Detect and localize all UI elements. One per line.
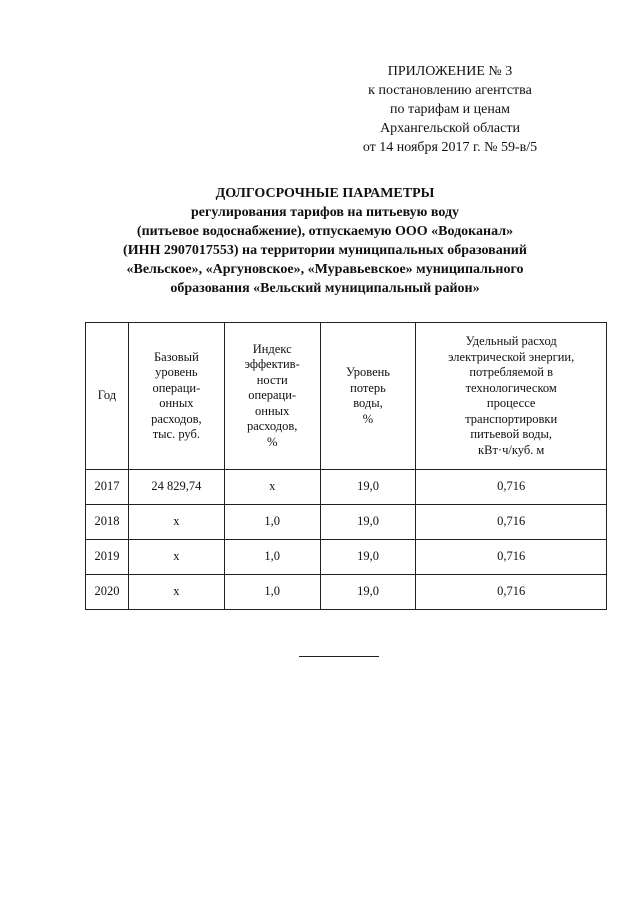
parameters-table [85,322,607,610]
appendix-line: к постановлению агентства [368,83,532,98]
cell-energy-consumption: 0,716 [416,540,607,575]
cell-year: 2020 [86,575,129,610]
cell-water-loss: 19,0 [320,540,416,575]
cell-year: 2017 [86,470,129,505]
header-base-opex: Базовый уровень операци- онных расходов, тыс. руб. [128,323,224,470]
title-line: «Вельское», «Аргуновское», «Муравьевское» муниципального [126,262,524,277]
title-line: образования «Вельский муниципальный район» [170,281,480,296]
appendix-line: по тарифам и ценам [390,102,510,117]
cell-efficiency-index: 1,0 [224,540,320,575]
cell-efficiency-index: 1,0 [224,575,320,610]
table-row [86,575,607,610]
appendix-line: от 14 ноября 2017 г. № 59-в/5 [362,140,538,155]
appendix-block [330,62,570,157]
end-separator-line [299,656,379,657]
table-row [86,540,607,575]
cell-year: 2018 [86,505,129,540]
cell-energy-consumption: 0,716 [416,505,607,540]
cell-base-opex: х [128,540,224,575]
appendix-line: Архангельской области [380,121,520,136]
document-title [70,184,580,298]
cell-efficiency-index: 1,0 [224,505,320,540]
cell-energy-consumption: 0,716 [416,470,607,505]
table-row [86,470,607,505]
cell-efficiency-index: х [224,470,320,505]
cell-water-loss: 19,0 [320,470,416,505]
cell-base-opex: х [128,575,224,610]
title-line: (ИНН 2907017553) на территории муниципальных образований [123,243,527,258]
cell-water-loss: 19,0 [320,505,416,540]
header-year: Год [86,323,129,470]
cell-base-opex: 24 829,74 [128,470,224,505]
cell-year: 2019 [86,540,129,575]
title-line: (питьевое водоснабжение), отпускаемую ООО «Водоканал» [136,224,514,239]
title-line: регулирования тарифов на питьевую воду [190,205,460,220]
title-line: ДОЛГОСРОЧНЫЕ ПАРАМЕТРЫ [215,186,435,201]
header-energy-consumption: Удельный расход электрической энергии, потребляемой в технологическом процессе транспортировки питьевой воды, кВт·ч/куб. м [416,323,607,470]
cell-water-loss: 19,0 [320,575,416,610]
table-header-row [86,323,607,470]
appendix-title: ПРИЛОЖЕНИЕ № 3 [387,64,513,79]
cell-base-opex: х [128,505,224,540]
header-efficiency-index: Индекс эффектив- ности операци- онных расходов, % [224,323,320,470]
cell-energy-consumption: 0,716 [416,575,607,610]
header-water-loss: Уровень потерь воды, % [320,323,416,470]
table-row [86,505,607,540]
